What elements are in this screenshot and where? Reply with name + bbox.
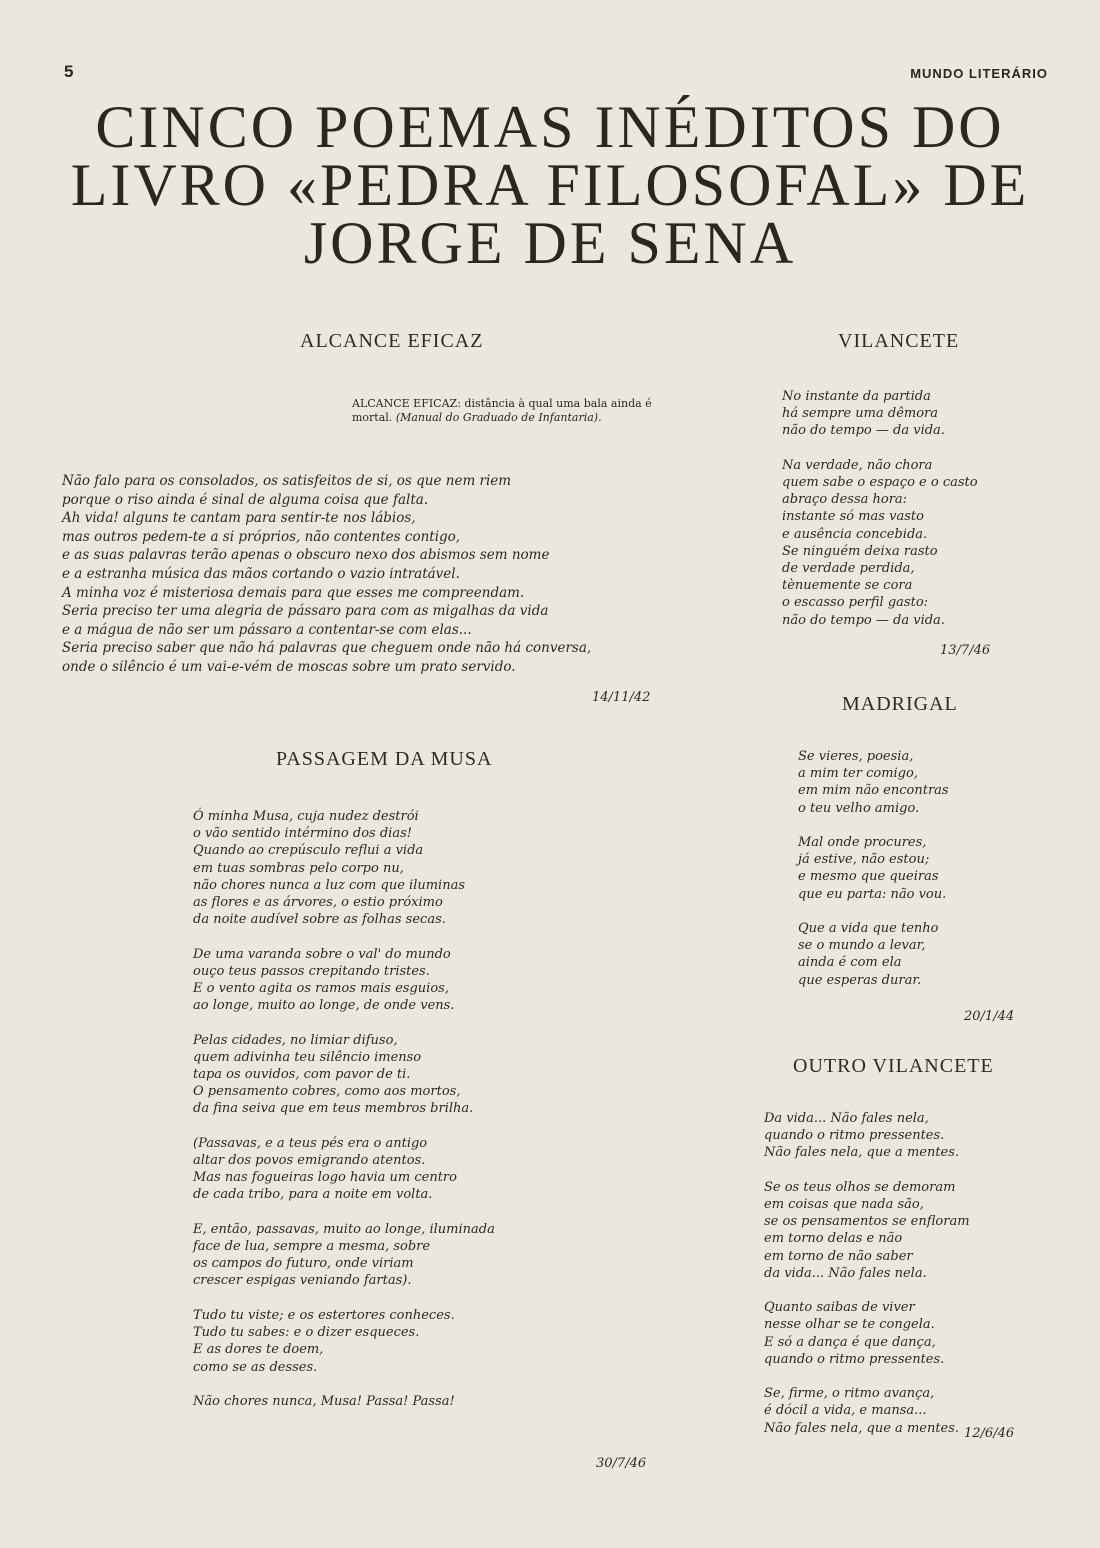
poem-title-alcance-eficaz: ALCANCE EFICAZ xyxy=(300,330,484,352)
poem-text-passagem-da-musa: Ó minha Musa, cuja nudez destrói o vão sentido intérmino dos dias! Quando ao crepúsculo reflui a vida em tuas sombras pelo corpo nu, não chores nunca a luz com que iluminas as flores e as árvores, o estio próximo da noite audível sobre as folhas secas. De uma varanda sobre o val' do mundo ouço teus passos crepitando tristes. E o vento agita os ramos mais esguios, ao longe, muito ao longe, de onde vens. Pelas cidades, no limiar difuso, quem adivinha teu silêncio imenso tapa os ouvidos, com pavor de ti. O pensamento cobres, como aos mortos, da fina seiva que em teus membros brilha. (Passavas, e a teus pés era o antigo altar dos povos emigrando atentos. Mas nas fogueiras logo havia um centro de cada tribo, para a noite em volta. E, então, passavas, muito ao longe, iluminada face de lua, sempre a mesma, sobre os campos do futuro, onde viriam crescer espigas veniando fartas). Tudo tu viste; e os estertores conheces. Tudo tu sabes: e o dizer esqueces. E as dores te doem, como se as desses. Não chores nunca, Musa! Passa! Passa! xyxy=(193,809,495,1409)
title-line-3: JORGE DE SENA xyxy=(303,210,797,276)
page-number: 5 xyxy=(64,62,74,81)
poem-text-outro-vilancete: Da vida... Não fales nela, quando o ritmo pressentes. Não fales nela, que a mentes. Se os teus olhos se demoram em coisas que nada são, se os pensamentos se enfloram em torno delas e não em torno de não saber da vida... Não fales nela. Quanto saibas de viver nesse olhar se te congela. E só a dança é que dança, quando o ritmo pressentes. Se, firme, o ritmo avança, é dócil a vida, e mansa... Não fales nela, que a mentes. xyxy=(764,1111,970,1436)
poem-date-outro-vilancete: 12/6/46 xyxy=(964,1426,1015,1441)
masthead: MUNDO LITERÁRIO xyxy=(910,66,1048,81)
epigraph-text: distância à qual uma bala ainda é mortal. xyxy=(352,397,652,424)
poem-title-passagem-da-musa: PASSAGEM DA MUSA xyxy=(276,748,493,770)
epigraph-term: ALCANCE EFICAZ: xyxy=(352,397,461,410)
epigraph xyxy=(352,397,682,425)
title-line-2: LIVRO «PEDRA FILOSOFAL» DE xyxy=(70,152,1030,218)
poem-date-madrigal: 20/1/44 xyxy=(964,1009,1015,1024)
poem-title-vilancete: VILANCETE xyxy=(838,330,960,352)
poem-date-vilancete: 13/7/46 xyxy=(940,643,991,658)
poem-date-alcance-eficaz: 14/11/42 xyxy=(592,690,651,705)
poem-text-alcance-eficaz: Não falo para os consolados, os satisfeitos de si, os que nem riem porque o riso ainda é sinal de alguma coisa que falta. Ah vida! alguns te cantam para sentir-te nos lábios, mas outros pedem-te a si próprios, não contentes contigo, e as suas palavras terão apenas o obscuro nexo dos abismos sem nome e a estranha música das mãos cortando o vazio intratável. A minha voz é misteriosa demais para que esses me compreendam. Seria preciso ter uma alegria de pássaro para com as migalhas da vida e a mágua de não ser um pássaro a contentar-se com elas... Seria preciso saber que não há palavras que cheguem onde não há conversa, onde o silêncio é um vai-e-vém de moscas sobre um prato servido. xyxy=(62,473,592,675)
title-line-1: CINCO POEMAS INÉDITOS DO xyxy=(95,94,1005,160)
poem-title-outro-vilancete: OUTRO VILANCETE xyxy=(793,1055,994,1077)
epigraph-source: (Manual do Graduado de Infantaria). xyxy=(395,411,602,424)
poem-text-vilancete: No instante da partida há sempre uma dêmora não do tempo — da vida. Na verdade, não chora quem sabe o espaço e o casto abraço dessa hora: instante só mas vasto e ausência concebida. Se ninguém deixa rasto de verdade perdida, tènuemente se cora o escasso perfil gasto: não do tempo — da vida. xyxy=(782,389,978,628)
poem-text-madrigal: Se vieres, poesia, a mim ter comigo, em mim não encontras o teu velho amigo. Mal onde procures, já estive, não estou; e mesmo que queiras que eu parta: não vou. Que a vida que tenho se o mundo a levar, ainda é com ela que esperas durar. xyxy=(798,749,949,988)
page-title xyxy=(40,94,1060,276)
poem-title-madrigal: MADRIGAL xyxy=(842,693,958,715)
poem-date-passagem-da-musa: 30/7/46 xyxy=(596,1456,647,1471)
